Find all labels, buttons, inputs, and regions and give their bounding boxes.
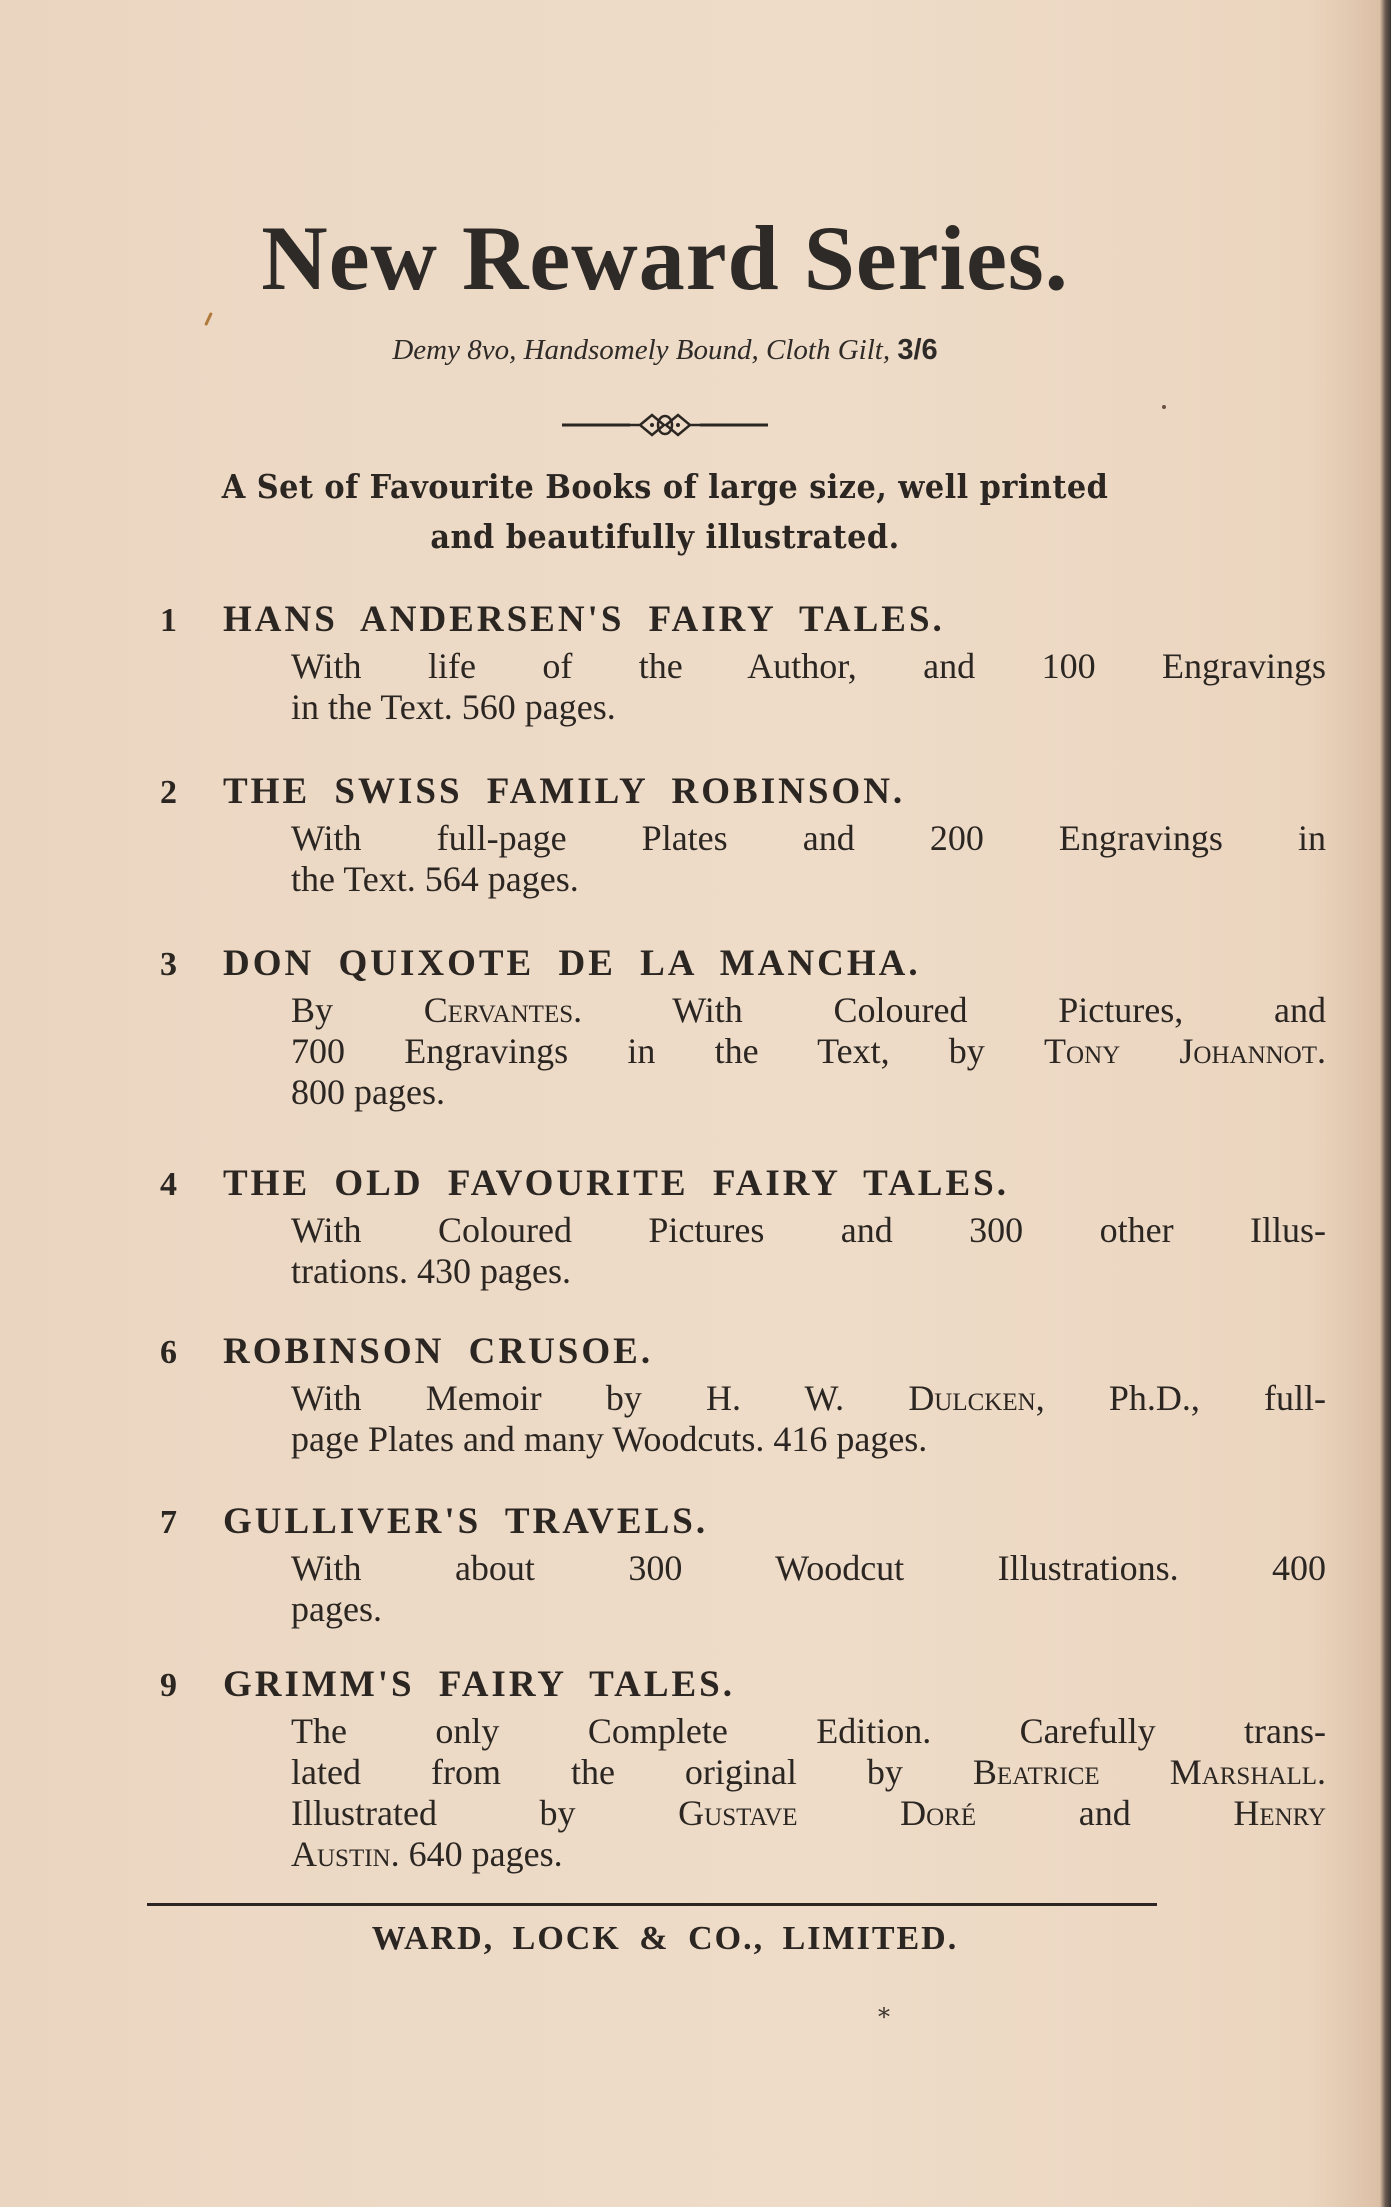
description-line bbox=[291, 1072, 1326, 1113]
text-segment: . 640 pages. bbox=[390, 1834, 563, 1874]
text-segment: 700 Engravings in the Text, by bbox=[291, 1031, 1045, 1071]
text-segment: page Plates and many Woodcuts. 416 pages. bbox=[291, 1419, 928, 1459]
book-description bbox=[291, 990, 1326, 1113]
book-description bbox=[291, 818, 1326, 900]
person-name: Henry bbox=[1233, 1793, 1327, 1833]
text-segment: Illustrated by bbox=[291, 1793, 679, 1833]
text-segment: pages. bbox=[291, 1589, 382, 1629]
text-segment: With about 300 Woodcut Illustrations. 400 bbox=[291, 1548, 1326, 1588]
text-segment: , Ph.D., full- bbox=[1035, 1378, 1327, 1418]
text-segment: With full-page Plates and 200 Engravings in bbox=[291, 818, 1326, 858]
book-number: 2 bbox=[160, 774, 177, 811]
text-segment: in the Text. 560 pages. bbox=[291, 687, 616, 727]
fleuron-ornament-icon bbox=[560, 410, 770, 440]
text-segment: the Text. 564 pages. bbox=[291, 859, 579, 899]
person-name: Dulcken bbox=[908, 1378, 1036, 1418]
book-number: 1 bbox=[160, 602, 177, 639]
description-line bbox=[291, 1589, 1326, 1630]
subtitle-text: Demy 8vo, Handsomely Bound, Cloth Gilt, bbox=[392, 334, 891, 366]
description-line bbox=[291, 1793, 1326, 1834]
description-line bbox=[291, 1711, 1326, 1752]
text-segment: With Coloured Pictures and 300 other Illus- bbox=[291, 1210, 1326, 1250]
description-line bbox=[291, 990, 1326, 1031]
signature-mark: * bbox=[878, 2003, 890, 2031]
person-name: Beatrice Marshall bbox=[972, 1752, 1317, 1792]
book-title: ROBINSON CRUSOE. bbox=[223, 1331, 654, 1372]
paper-fleck bbox=[1162, 405, 1166, 409]
description-line bbox=[291, 1378, 1326, 1419]
text-segment: . With Coloured Pictures, and bbox=[573, 990, 1326, 1030]
person-name: Tony Johannot bbox=[1044, 1031, 1317, 1071]
book-description bbox=[291, 1378, 1326, 1460]
text-segment: By bbox=[291, 990, 424, 1030]
person-name: Gustave Doré bbox=[678, 1793, 977, 1833]
book-description bbox=[291, 1210, 1326, 1292]
price: 3/6 bbox=[897, 334, 938, 366]
description-line bbox=[291, 1031, 1326, 1072]
text-segment: With life of the Author, and 100 Engravings bbox=[291, 646, 1326, 686]
text-segment: lated from the original by bbox=[291, 1752, 973, 1792]
description-line bbox=[291, 1752, 1326, 1793]
description-line bbox=[291, 687, 1326, 728]
text-segment: The only Complete Edition. Carefully trans- bbox=[291, 1711, 1326, 1751]
description-line bbox=[291, 1251, 1326, 1292]
book-number: 3 bbox=[160, 946, 177, 983]
description-line: A Set of Favourite Books of large size, well printed bbox=[221, 467, 1109, 506]
book-title: HANS ANDERSEN'S FAIRY TALES. bbox=[223, 599, 945, 640]
book-number: 9 bbox=[160, 1667, 177, 1704]
divider-rule bbox=[147, 1903, 1157, 1906]
text-segment: trations. 430 pages. bbox=[291, 1251, 571, 1291]
description-line bbox=[291, 818, 1326, 859]
book-title: DON QUIXOTE DE LA MANCHA. bbox=[223, 943, 921, 984]
person-name: Cervantes bbox=[423, 990, 574, 1030]
book-description bbox=[291, 1548, 1326, 1630]
description-line: and beautifully illustrated. bbox=[430, 517, 900, 556]
description-line bbox=[291, 1419, 1326, 1460]
book-title: GULLIVER'S TRAVELS. bbox=[223, 1501, 709, 1542]
description-line bbox=[291, 1210, 1326, 1251]
book-description bbox=[291, 1711, 1326, 1875]
description-line bbox=[291, 646, 1326, 687]
description-line bbox=[291, 1548, 1326, 1589]
description-line bbox=[291, 859, 1326, 900]
book-number: 7 bbox=[160, 1504, 177, 1541]
person-name: Austin bbox=[291, 1834, 391, 1874]
book-number: 4 bbox=[160, 1166, 177, 1203]
description-line bbox=[291, 1834, 1326, 1875]
book-title: GRIMM'S FAIRY TALES. bbox=[223, 1664, 736, 1705]
text-segment: 800 pages. bbox=[291, 1072, 445, 1112]
text-segment: . bbox=[1317, 1031, 1326, 1071]
series-description bbox=[200, 462, 1129, 562]
paper-fleck bbox=[204, 312, 213, 326]
book-title: THE SWISS FAMILY ROBINSON. bbox=[223, 771, 906, 812]
text-segment: . bbox=[1317, 1752, 1326, 1792]
publisher-name: WARD, LOCK & CO., LIMITED. bbox=[371, 1920, 959, 1957]
book-title: THE OLD FAVOURITE FAIRY TALES. bbox=[223, 1163, 1009, 1204]
page-title: New Reward Series. bbox=[261, 207, 1069, 309]
text-segment: and bbox=[976, 1793, 1234, 1833]
subtitle bbox=[160, 334, 1170, 367]
book-description bbox=[291, 646, 1326, 728]
text-segment: With Memoir by H. W. bbox=[291, 1378, 909, 1418]
book-number: 6 bbox=[160, 1334, 177, 1371]
